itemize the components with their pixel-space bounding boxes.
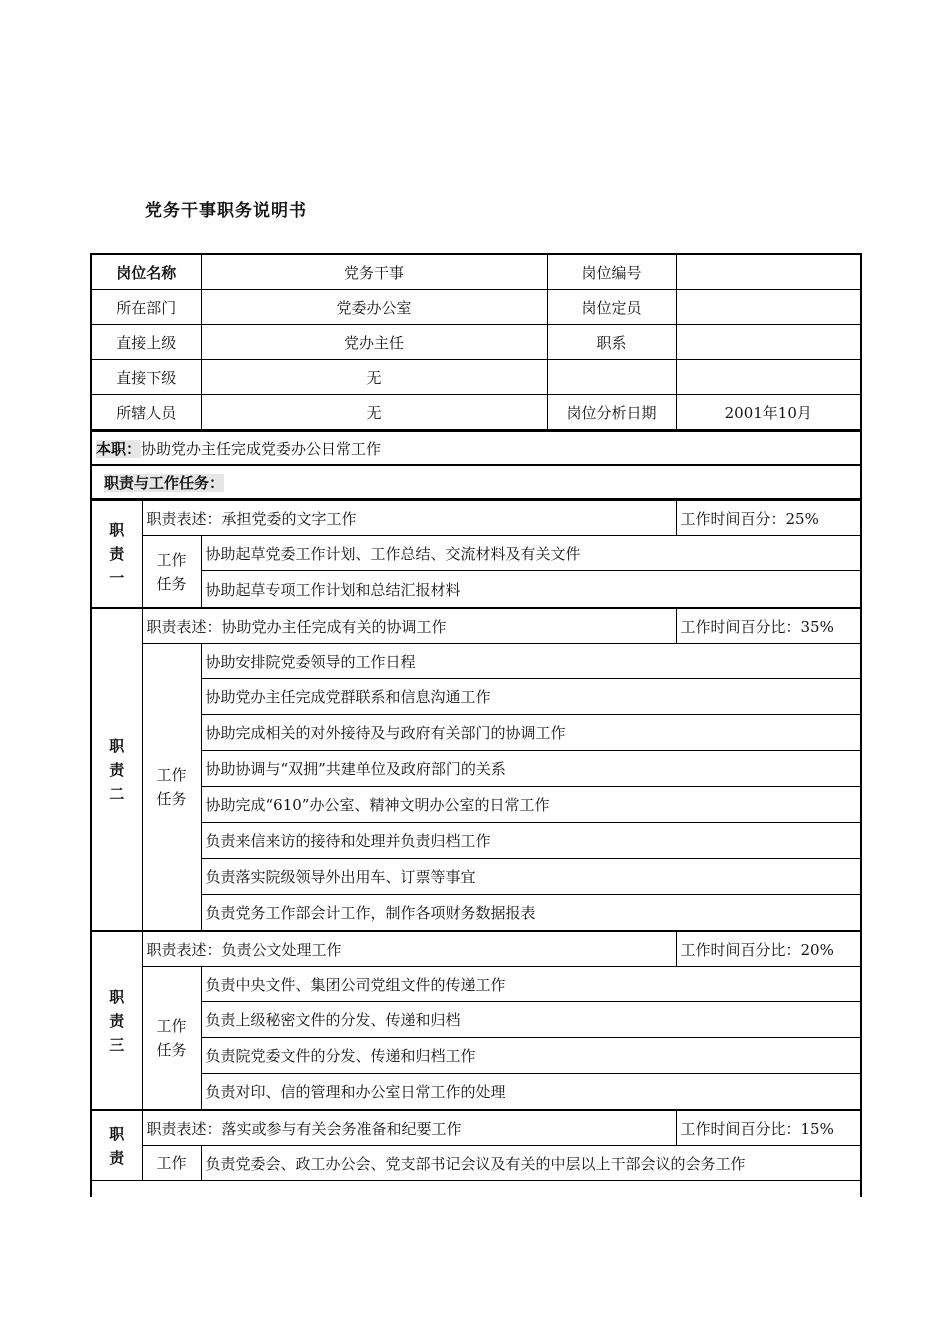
info-value <box>676 290 860 325</box>
info-value: 党务干事 <box>201 255 547 290</box>
duty-section <box>92 931 860 1110</box>
main-duty-text: 协助党办主任完成党委办公日常工作 <box>141 439 382 458</box>
info-value: 2001年10月 <box>676 395 860 430</box>
info-row <box>92 325 860 360</box>
task-item: 协助起草党委工作计划、工作总结、交流材料及有关文件 <box>201 536 860 571</box>
task-item: 协助完成相关的对外接待及与政府有关部门的协调工作 <box>201 715 860 751</box>
info-value: 无 <box>201 395 547 430</box>
info-label: 所在部门 <box>92 290 201 325</box>
info-value: 党委办公室 <box>201 290 547 325</box>
info-value <box>676 255 860 290</box>
info-label: 岗位名称 <box>92 255 201 290</box>
document-title: 党务干事职务说明书 <box>145 201 307 221</box>
info-label: 直接上级 <box>92 325 201 360</box>
task-item: 负责党委会、政工办公会、党支部书记会议及有关的中层以上干部会议的会务工作 <box>201 1146 860 1181</box>
info-label: 岗位分析日期 <box>547 395 676 430</box>
task-item: 负责上级秘密文件的分发、传递和归档 <box>201 1002 860 1038</box>
task-label: 工作 <box>142 1146 201 1181</box>
duties-header: 职责与工作任务： <box>104 473 225 492</box>
job-description-table <box>90 253 862 1197</box>
info-label: 所辖人员 <box>92 395 201 430</box>
duty-label: 职 责 二 <box>92 609 142 931</box>
duty-time-percent: 工作时间百分：25% <box>676 501 860 536</box>
info-label: 岗位定员 <box>547 290 676 325</box>
task-item: 协助安排院党委领导的工作日程 <box>201 644 860 679</box>
task-item: 协助协调与“双拥”共建单位及政府部门的关系 <box>201 751 860 787</box>
duty-label: 职 责 一 <box>92 501 142 608</box>
info-value: 党办主任 <box>201 325 547 360</box>
task-item: 协助完成“610”办公室、精神文明办公室的日常工作 <box>201 787 860 823</box>
duty-time-percent: 工作时间百分比：20% <box>676 932 860 967</box>
main-duty-table <box>92 430 860 500</box>
basic-info-table <box>92 255 860 430</box>
duty-description: 职责表述：承担党委的文字工作 <box>142 501 676 536</box>
duty-section <box>92 500 860 608</box>
info-label: 岗位编号 <box>547 255 676 290</box>
task-label: 工作 任务 <box>142 536 201 608</box>
task-item: 负责来信来访的接待和处理并负责归档工作 <box>201 823 860 859</box>
duty-description: 职责表述：负责公文处理工作 <box>142 932 676 967</box>
duty-description: 职责表述：协助党办主任完成有关的协调工作 <box>142 609 676 644</box>
task-item: 负责院党委文件的分发、传递和归档工作 <box>201 1038 860 1074</box>
duty-section <box>92 608 860 931</box>
info-value: 无 <box>201 360 547 395</box>
info-label <box>547 360 676 395</box>
task-label: 工作 任务 <box>142 644 201 931</box>
info-label: 职系 <box>547 325 676 360</box>
info-label: 直接下级 <box>92 360 201 395</box>
info-row <box>92 290 860 325</box>
info-row <box>92 395 860 430</box>
duty-section <box>92 1110 860 1181</box>
task-item: 负责中央文件、集团公司党组文件的传递工作 <box>201 967 860 1002</box>
info-value <box>676 360 860 395</box>
duties-header-row <box>92 465 860 499</box>
task-label: 工作 任务 <box>142 967 201 1110</box>
main-duty-row <box>92 431 860 465</box>
task-item: 协助起草专项工作计划和总结汇报材料 <box>201 571 860 608</box>
duty-description: 职责表述：落实或参与有关会务准备和纪要工作 <box>142 1111 676 1146</box>
info-row <box>92 255 860 290</box>
main-duty-label: 本职： <box>96 439 142 458</box>
duty-label: 职 责 三 <box>92 932 142 1110</box>
task-item: 负责落实院级领导外出用车、订票等事宜 <box>201 859 860 895</box>
task-item: 负责党务工作部会计工作，制作各项财务数据报表 <box>201 895 860 931</box>
duty-label: 职 责 <box>92 1111 142 1181</box>
info-value <box>676 325 860 360</box>
info-row <box>92 360 860 395</box>
task-item: 负责对印、信的管理和办公室日常工作的处理 <box>201 1074 860 1110</box>
task-item: 协助党办主任完成党群联系和信息沟通工作 <box>201 679 860 715</box>
duty-time-percent: 工作时间百分比：35% <box>676 609 860 644</box>
duty-time-percent: 工作时间百分比：15% <box>676 1111 860 1146</box>
